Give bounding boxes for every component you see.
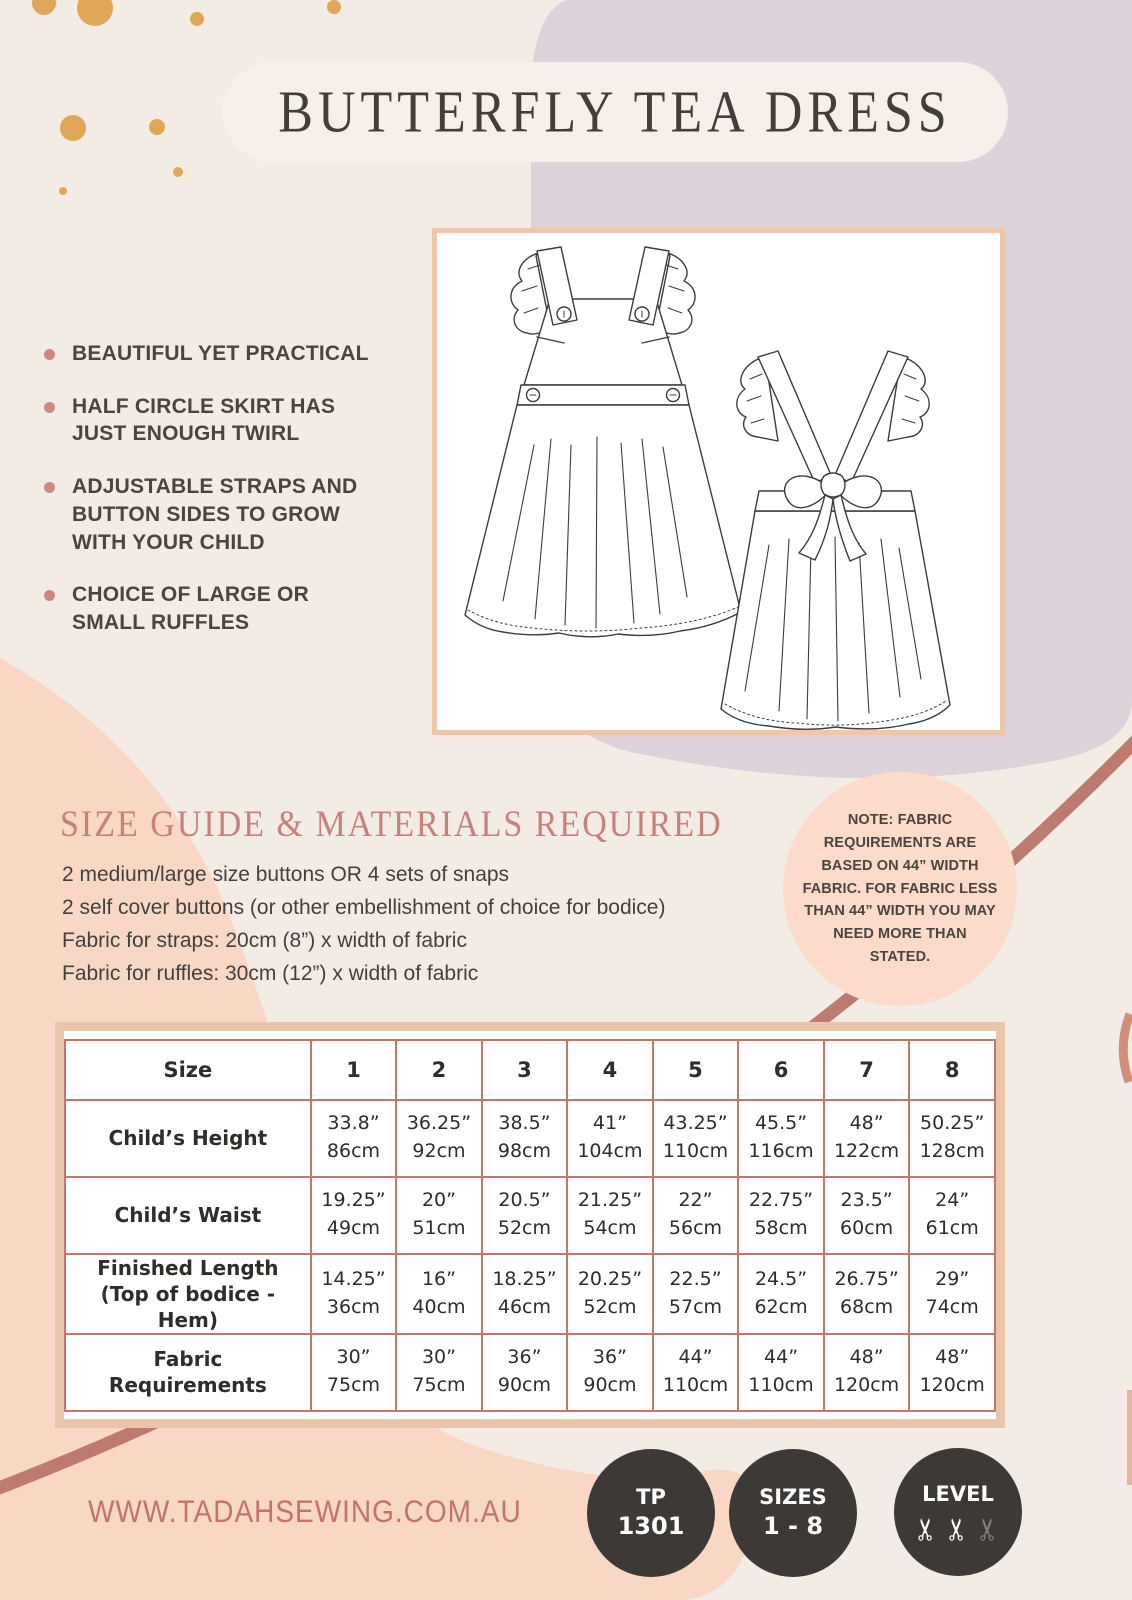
page-title: BUTTERFLY TEA DRESS bbox=[278, 79, 952, 145]
measurement-cell: 26.75” 68cm bbox=[824, 1254, 910, 1334]
feature-text: CHOICE OF LARGE OR SMALL RUFFLES bbox=[72, 583, 309, 635]
size-corner-label: Size bbox=[65, 1040, 311, 1100]
dress-illustration-box bbox=[432, 228, 1005, 735]
measurement-cell: 36.25” 92cm bbox=[396, 1100, 481, 1177]
size-column-header: 7 bbox=[824, 1040, 910, 1100]
feature-text: ADJUSTABLE STRAPS AND BUTTON SIDES TO GROW WITH YOUR CHILD bbox=[72, 475, 358, 554]
material-line: 2 medium/large size buttons OR 4 sets of snaps bbox=[62, 863, 510, 886]
fabric-note-text: NOTE: FABRIC REQUIREMENTS ARE BASED ON 44” WIDTH FABRIC. FOR FABRIC LESS THAN 44” WIDTH YOU MAY NEED MORE THAN STATED. bbox=[802, 811, 998, 966]
feature-item bbox=[44, 340, 416, 368]
feature-item bbox=[44, 473, 416, 556]
material-line: 2 self cover buttons (or other embellishment of choice for bodice) bbox=[62, 896, 666, 919]
table-row bbox=[65, 1334, 995, 1411]
size-column-header: 8 bbox=[909, 1040, 995, 1100]
table-row bbox=[65, 1177, 995, 1254]
fabric-note-circle bbox=[783, 772, 1017, 1006]
dress-back-view bbox=[721, 351, 950, 729]
rose-edge-tick bbox=[1123, 1014, 1130, 1082]
measurement-cell: 29” 74cm bbox=[909, 1254, 995, 1334]
scissors-icon: ✂ bbox=[940, 1516, 975, 1542]
size-guide-heading: SIZE GUIDE & MATERIALS REQUIRED bbox=[60, 804, 723, 845]
title-banner bbox=[222, 62, 1008, 162]
level-badge-label: LEVEL bbox=[922, 1482, 994, 1507]
scissors-icon: ✂ bbox=[909, 1516, 944, 1542]
measurement-cell: 48” 120cm bbox=[909, 1334, 995, 1411]
measurement-cell: 20.25” 52cm bbox=[567, 1254, 653, 1334]
size-table bbox=[64, 1039, 996, 1412]
feature-text: HALF CIRCLE SKIRT HAS JUST ENOUGH TWIRL bbox=[72, 394, 336, 446]
measurement-cell: 22” 56cm bbox=[653, 1177, 739, 1254]
material-line: Fabric for straps: 20cm (8”) x width of fabric bbox=[62, 929, 467, 952]
bullet-dot-icon bbox=[44, 590, 55, 601]
measurement-cell: 36” 90cm bbox=[482, 1334, 567, 1411]
measurement-cell: 23.5” 60cm bbox=[824, 1177, 910, 1254]
feature-item bbox=[44, 581, 416, 636]
feature-text: BEAUTIFUL YET PRACTICAL bbox=[72, 342, 369, 365]
measurement-cell: 50.25” 128cm bbox=[909, 1100, 995, 1177]
measurement-cell: 22.5” 57cm bbox=[653, 1254, 739, 1334]
size-column-header: 3 bbox=[482, 1040, 567, 1100]
measurement-cell: 20.5” 52cm bbox=[482, 1177, 567, 1254]
table-row bbox=[65, 1254, 995, 1334]
measurement-cell: 14.25” 36cm bbox=[311, 1254, 396, 1334]
row-label: Fabric Requirements bbox=[65, 1334, 311, 1411]
materials-list bbox=[62, 858, 665, 990]
row-label: Child’s Waist bbox=[65, 1177, 311, 1254]
measurement-cell: 41” 104cm bbox=[567, 1100, 653, 1177]
size-column-header: 6 bbox=[738, 1040, 824, 1100]
measurement-cell: 43.25” 110cm bbox=[653, 1100, 739, 1177]
size-column-header: 4 bbox=[567, 1040, 653, 1100]
measurement-cell: 20” 51cm bbox=[396, 1177, 481, 1254]
row-label: Finished Length (Top of bodice - Hem) bbox=[65, 1254, 311, 1334]
table-row bbox=[65, 1100, 995, 1177]
size-column-header: 1 bbox=[311, 1040, 396, 1100]
scissors-icon: ✂ bbox=[971, 1516, 1006, 1542]
measurement-cell: 44” 110cm bbox=[653, 1334, 739, 1411]
size-table-frame bbox=[55, 1022, 1005, 1428]
sizes-badge-label: SIZES bbox=[759, 1484, 827, 1509]
bullet-dot-icon bbox=[44, 482, 55, 493]
measurement-cell: 38.5” 98cm bbox=[482, 1100, 567, 1177]
rose-edge-strip bbox=[1127, 1390, 1132, 1485]
pattern-code-prefix: TP bbox=[636, 1484, 666, 1509]
sizes-badge bbox=[729, 1449, 857, 1577]
measurement-cell: 30” 75cm bbox=[396, 1334, 481, 1411]
measurement-cell: 24” 61cm bbox=[909, 1177, 995, 1254]
feature-item bbox=[44, 393, 416, 448]
level-badge bbox=[894, 1448, 1022, 1576]
measurement-cell: 24.5” 62cm bbox=[738, 1254, 824, 1334]
bullet-dot-icon bbox=[44, 402, 55, 413]
pattern-code-number: 1301 bbox=[617, 1512, 685, 1541]
material-line: Fabric for ruffles: 30cm (12”) x width of fabric bbox=[62, 962, 479, 985]
row-label: Child’s Height bbox=[65, 1100, 311, 1177]
measurement-cell: 44” 110cm bbox=[738, 1334, 824, 1411]
level-scissors bbox=[909, 1511, 1006, 1543]
bullet-dot-icon bbox=[44, 349, 55, 360]
feature-list bbox=[44, 340, 416, 662]
measurement-cell: 16” 40cm bbox=[396, 1254, 481, 1334]
pattern-code-badge bbox=[587, 1449, 715, 1577]
table-header-row bbox=[65, 1040, 995, 1100]
dress-front-view bbox=[465, 247, 741, 637]
measurement-cell: 18.25” 46cm bbox=[482, 1254, 567, 1334]
measurement-cell: 22.75” 58cm bbox=[738, 1177, 824, 1254]
size-column-header: 2 bbox=[396, 1040, 481, 1100]
size-column-header: 5 bbox=[653, 1040, 739, 1100]
sizes-badge-range: 1 - 8 bbox=[762, 1512, 824, 1541]
website-url: WWW.TADAHSEWING.COM.AU bbox=[88, 1494, 522, 1529]
measurement-cell: 19.25” 49cm bbox=[311, 1177, 396, 1254]
measurement-cell: 33.8” 86cm bbox=[311, 1100, 396, 1177]
measurement-cell: 48” 120cm bbox=[824, 1334, 910, 1411]
measurement-cell: 45.5” 116cm bbox=[738, 1100, 824, 1177]
measurement-cell: 21.25” 54cm bbox=[567, 1177, 653, 1254]
dress-technical-drawing bbox=[437, 233, 1000, 730]
measurement-cell: 36” 90cm bbox=[567, 1334, 653, 1411]
measurement-cell: 30” 75cm bbox=[311, 1334, 396, 1411]
measurement-cell: 48” 122cm bbox=[824, 1100, 910, 1177]
